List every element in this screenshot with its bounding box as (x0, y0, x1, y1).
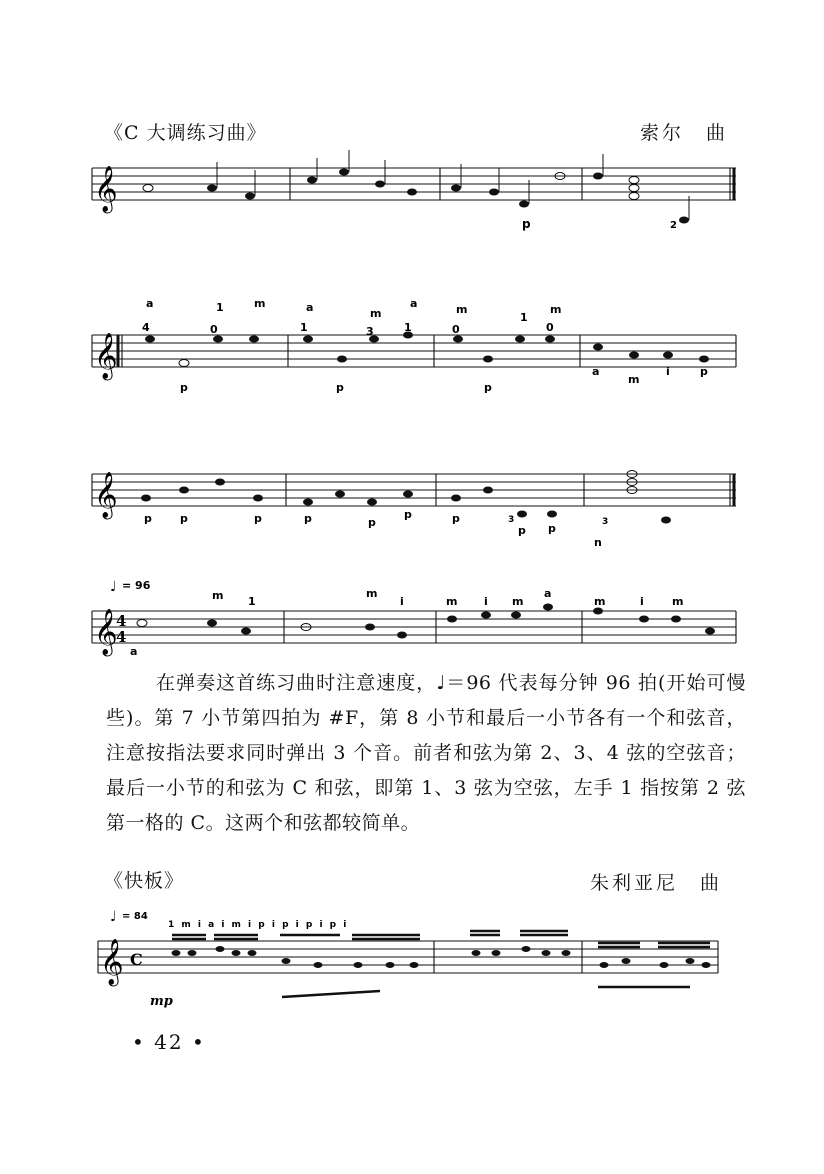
fingering-label: m (212, 589, 224, 602)
fingering-label: a (306, 301, 314, 314)
fingering-label: m (512, 595, 524, 608)
fingering-label: a (410, 297, 418, 310)
tempo-mark: = 96 (122, 579, 151, 592)
fingering-label: m (446, 595, 458, 608)
music-staff-3 (0, 460, 824, 550)
fingering-label: m (370, 307, 382, 320)
fingering-label: i (666, 365, 670, 378)
fingering-label: i (484, 595, 488, 608)
fingering-label: 3 (508, 515, 515, 525)
fingering-label: 0 (546, 321, 554, 334)
fingering-label: m (672, 595, 684, 608)
fingering-label: p (368, 516, 376, 529)
fingering-label: a (544, 587, 552, 600)
fingering-label: 1 (216, 301, 224, 314)
common-time-icon: C (130, 950, 143, 969)
fingering-label: 0 (210, 323, 218, 336)
page-number: • 42 • (132, 1030, 206, 1054)
fingering-label: p (254, 512, 262, 525)
fingering-label: p (180, 381, 188, 394)
quarter-note-icon: ♩ (110, 909, 117, 925)
fingering-label: a (146, 297, 154, 310)
fingering-label: 3 (602, 517, 609, 527)
fingering-label: m (456, 303, 468, 316)
fingering-label: m (628, 373, 640, 386)
dynamic-mark: mp (150, 994, 173, 1009)
piece-title: 《C 大调练习曲》 (104, 122, 267, 144)
fingering-line: 1 m i a i m i p i p i p i p i (168, 920, 349, 930)
fingering-label: m (254, 297, 266, 310)
composer-credit: 索尔 曲 (640, 122, 729, 144)
treble-clef-icon: 𝄞 (94, 609, 118, 655)
treble-clef-icon: 𝄞 (94, 472, 118, 518)
fingering-label: p (518, 524, 526, 537)
fingering-label: 0 (452, 323, 460, 336)
music-staff-2 (0, 295, 824, 395)
fingering-label: 3 (366, 325, 374, 338)
music-staff-4 (0, 575, 824, 660)
fingering-label: p (336, 381, 344, 394)
music-staff-5 (0, 905, 824, 1020)
fingering-label: p (180, 512, 188, 525)
fingering-label: i (640, 595, 644, 608)
fingering-label: 4 (142, 321, 150, 334)
tempo-mark: = 84 (122, 911, 148, 922)
explanation-paragraph (106, 666, 746, 841)
time-signature-bottom: 4 (116, 628, 127, 646)
music-staff-1 (0, 150, 824, 240)
fingering-label: n (594, 536, 602, 549)
fingering-label: p (700, 365, 708, 378)
composer-credit: 朱利亚尼 曲 (590, 872, 723, 894)
fingering-label: p (404, 508, 412, 521)
fingering-label: 1 (248, 595, 256, 608)
piece-title: 《快板》 (104, 870, 185, 892)
fingering-label: a (130, 645, 138, 658)
fingering-label: p (304, 512, 312, 525)
fingering-label: p (522, 217, 531, 231)
fingering-label: p (484, 381, 492, 394)
fingering-label: m (550, 303, 562, 316)
treble-clef-icon: 𝄞 (94, 333, 118, 379)
time-signature-top: 4 (116, 612, 127, 630)
fingering-label: p (452, 512, 460, 525)
paragraph-text: 在弹奏这首练习曲时注意速度，♩＝96 代表每分钟 96 拍(开始可慢些)。第 7 小节第四拍为 #F，第 8 小节和最后一小节各有一个和弦音，注意按指法要求同时弹出 3 个音。前者和弦为第 2、3、4 弦的空弦音；最后一小节的和弦为 C 和弦，即第 1、3 弦为空弦，左手 1 指按第 2 弦第一格的 C。这两个和弦都较简单。 (106, 672, 746, 834)
fingering-label: i (400, 595, 404, 608)
fingering-label: 1 (520, 311, 528, 324)
fingering-label: p (144, 512, 152, 525)
fingering-label: a (592, 365, 600, 378)
quarter-note-icon: ♩ (110, 579, 117, 595)
fingering-label: m (366, 587, 378, 600)
fingering-label: 2 (670, 220, 677, 231)
fingering-label: p (548, 522, 556, 535)
fingering-label: m (594, 595, 606, 608)
treble-clef-icon: 𝄞 (100, 939, 124, 985)
treble-clef-icon: 𝄞 (94, 166, 118, 212)
fingering-label: 1 (404, 321, 412, 334)
fingering-label: 1 (300, 321, 308, 334)
